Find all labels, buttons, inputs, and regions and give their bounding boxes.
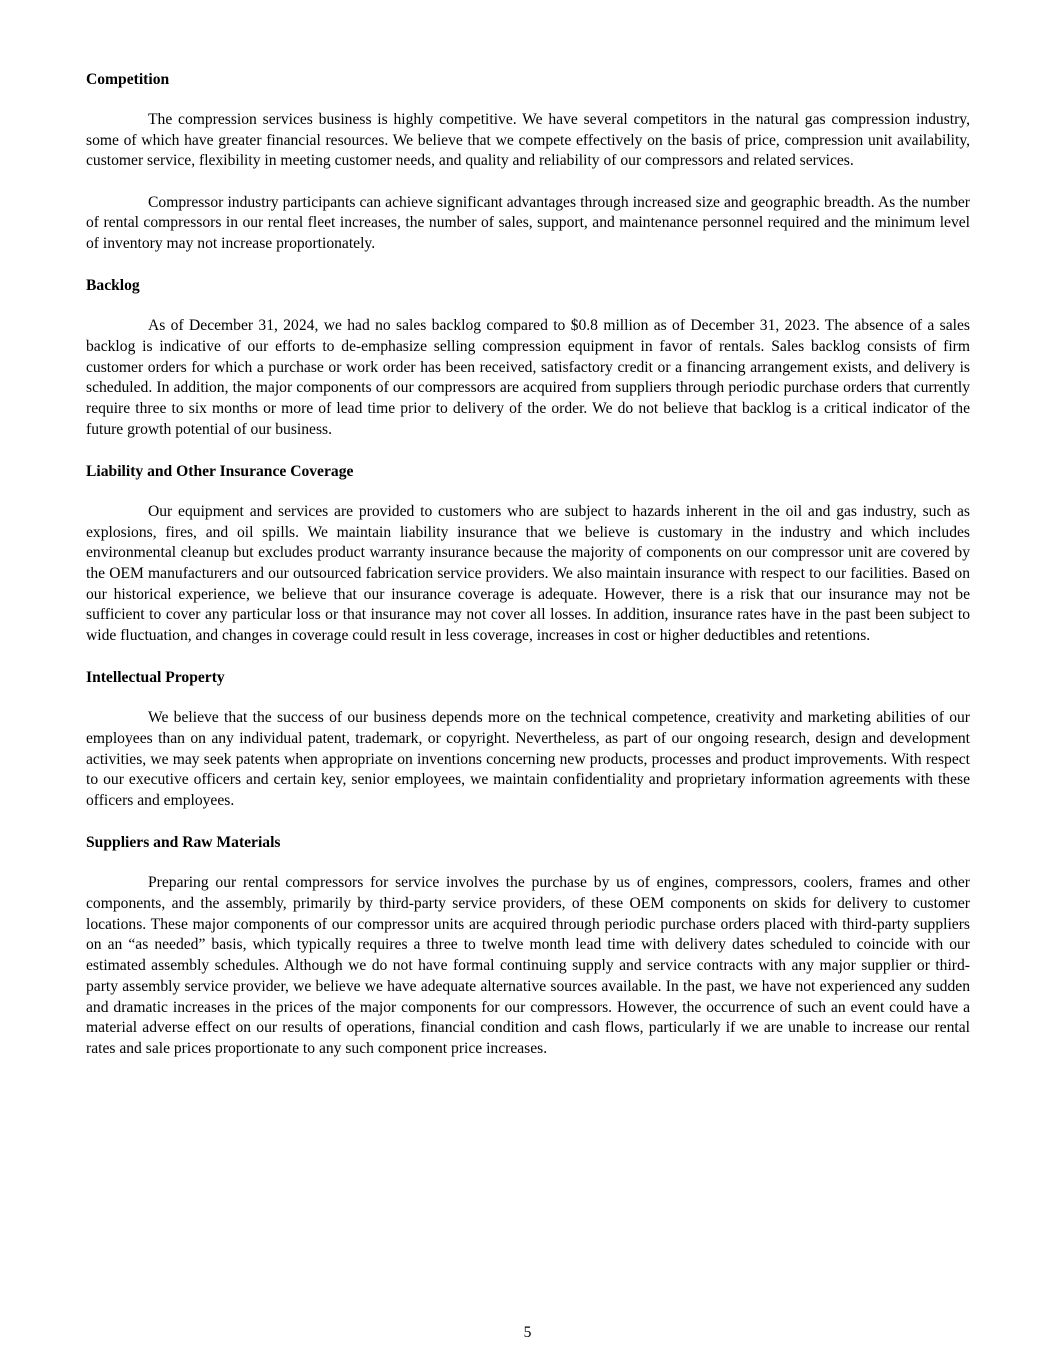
section-heading: Backlog [86,277,140,295]
section-suppliers-raw-materials [86,832,970,1059]
paragraph: As of December 31, 2024, we had no sales backlog compared to $0.8 million as of December 31, 2023. The absence of a sales backlog is indicative of our efforts to de-emphasize selling compression equipment in favor of rentals. Sales backlog consists of firm customer orders for which a purchase or work order has been received, satisfactory credit or a financing arrangement exists, and delivery is scheduled. In addition, the major components of our compressors are acquired from suppliers through periodic purchase orders that currently require three to six months or more of lead time prior to delivery of the order. We do not believe that backlog is a critical indicator of the future growth potential of our business. [86,317,970,438]
section-heading: Liability and Other Insurance Coverage [86,462,354,480]
section-heading: Suppliers and Raw Materials [86,834,281,852]
paragraph: Preparing our rental compressors for service involves the purchase by us of engines, compressors, coolers, frames and other components, and the assembly, primarily by third-party service providers, of these OEM components on skids for delivery to customer locations. These major components of our compressor units are acquired through periodic purchase orders placed with third-party suppliers on an “as needed” basis, which typically requires a three to twelve month lead time with delivery dates scheduled to coincide with our estimated assembly schedules. Although we do not have formal continuing supply and service contracts with any major supplier or third-party assembly service provider, we believe we have adequate alternative sources available. In the past, we have not experienced any sudden and dramatic increases in the prices of the major components for our compressors. However, the occurrence of such an event could have a material adverse effect on our results of operations, financial condition and cash flows, particularly if we are unable to increase our rental rates and sale prices proportionate to any such component price increases. [86,874,970,1057]
section-backlog [86,275,970,440]
section-intellectual-property [86,667,970,812]
section-liability-insurance [86,461,970,647]
paragraph: The compression services business is highly competitive. We have several competitors in the natural gas compression industry, some of which have greater financial resources. We believe that we compete effectively on the basis of price, compression unit availability, customer service, flexibility in meeting customer needs, and quality and reliability of our compressors and related services. [86,111,970,170]
section-competition [86,69,970,255]
paragraph: Compressor industry participants can achieve significant advantages through increased size and geographic breadth. As the number of rental compressors in our rental fleet increases, the number of sales, support, and maintenance personnel required and the minimum level of inventory may not increase proportionately. [86,193,970,253]
page-number: 5 [523,1324,532,1341]
paragraph: Our equipment and services are provided to customers who are subject to hazards inherent in the oil and gas industry, such as explosions, fires, and oil spills. We maintain liability insurance that we believe is customary in the industry and which includes environmental cleanup but excludes product warranty insurance because the majority of components on our compressor unit are covered by the OEM manufacturers and our outsourced fabrication service providers. We also maintain insurance with respect to our facilities. Based on our historical experience, we believe that our insurance coverage is adequate. However, there is a risk that our insurance may not be sufficient to cover any particular loss or that insurance may not cover all losses. In addition, insurance rates have in the past been subject to wide fluctuation, and changes in coverage could result in less coverage, increases in cost or higher deductibles and retentions. [86,502,970,645]
document-page [86,69,970,1080]
section-heading: Intellectual Property [86,669,225,687]
section-heading: Competition [86,71,170,88]
paragraph: We believe that the success of our business depends more on the technical competence, creativity and marketing abilities of our employees than on any individual patent, trademark, or copyright. Nevertheless, as part of our ongoing research, design and development activities, we may seek patents when appropriate on inventions concerning new products, processes and product improvements. With respect to our executive officers and certain key, senior employees, we maintain confidentiality and proprietary information agreements with these officers and employees. [86,709,970,810]
